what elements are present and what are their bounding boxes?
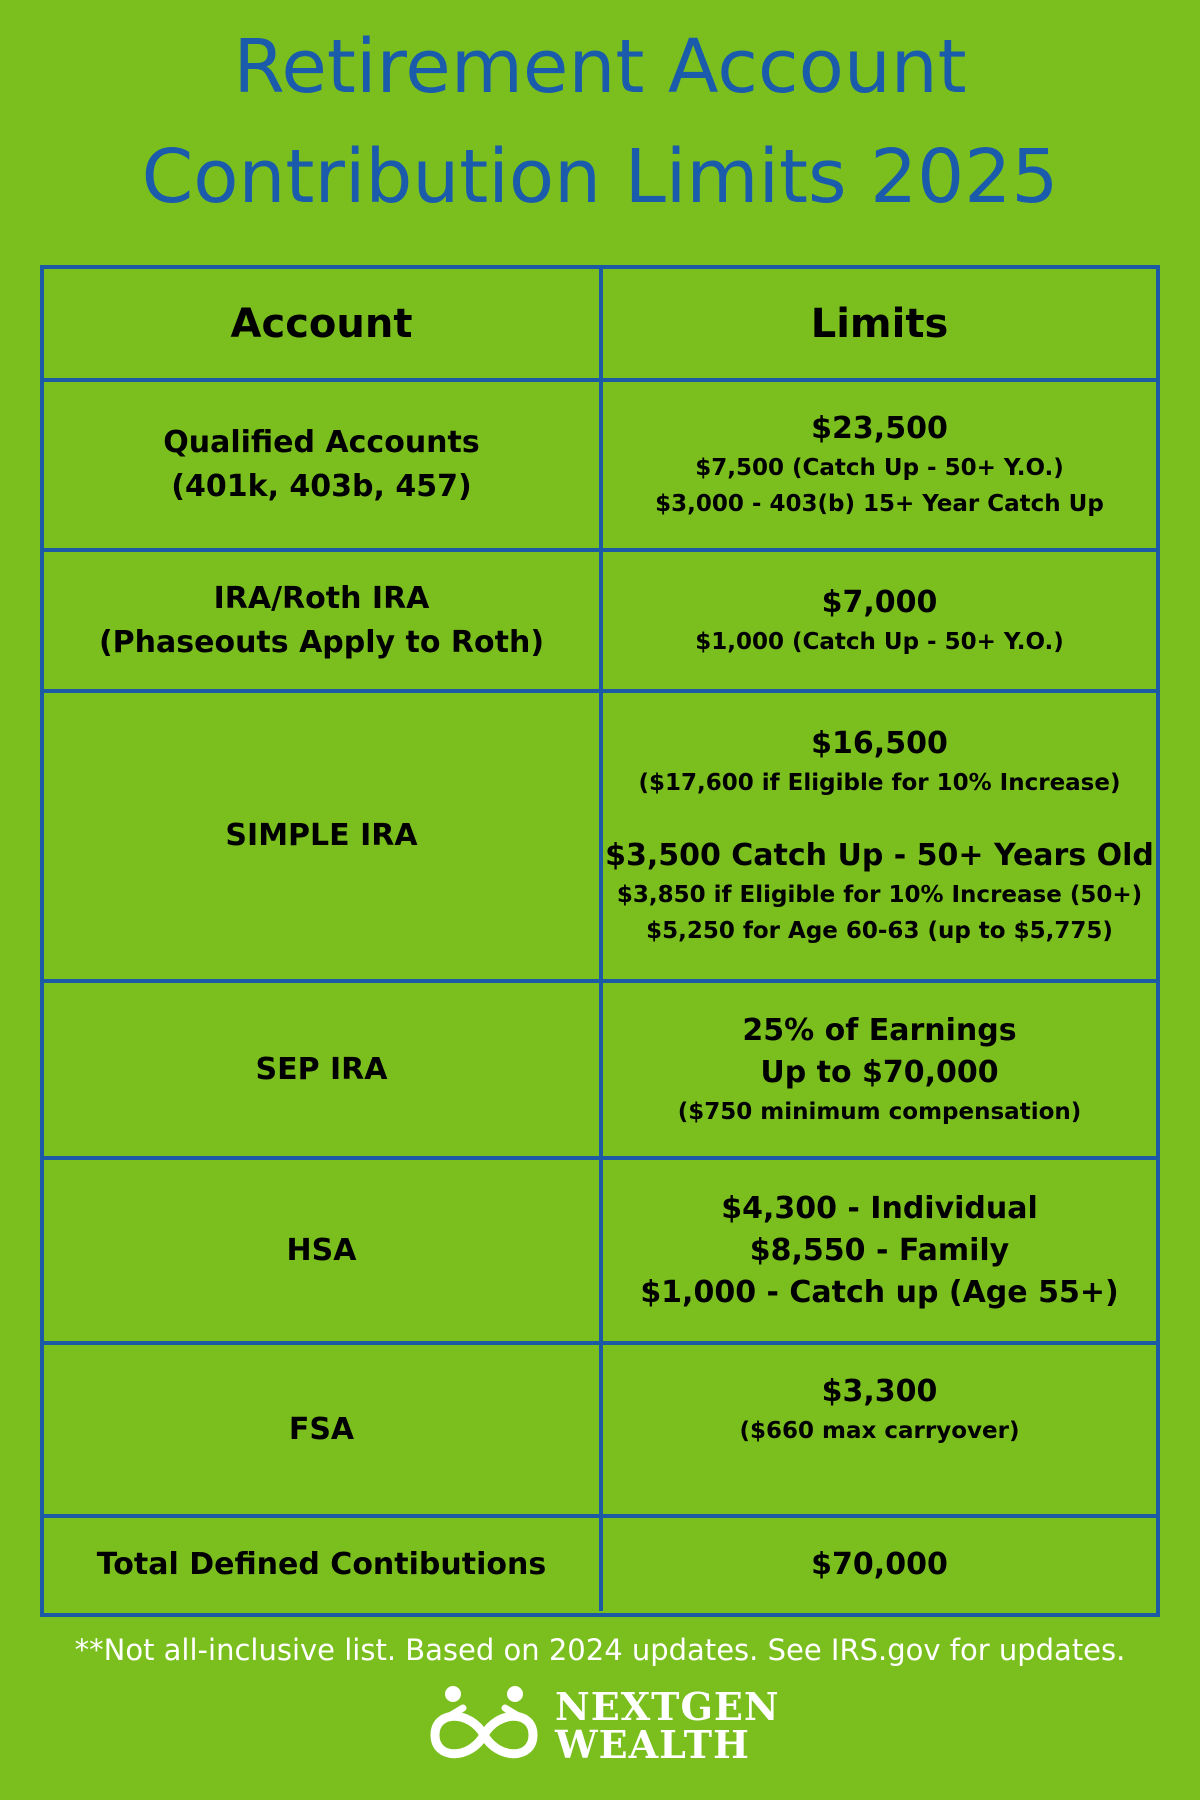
table-row-account-simple-ira: [44, 693, 603, 983]
account-name: IRA/Roth IRA: [213, 580, 430, 616]
limit-main: $1,000 - Catch up (Age 55+): [640, 1274, 1119, 1310]
limit-note: $5,250 for Age 60-63 (up to $5,775): [646, 918, 1113, 944]
table-row-limits-total: [603, 1518, 1156, 1611]
limit-note: $7,500 (Catch Up - 50+ Y.O.): [695, 455, 1064, 481]
table-row-limits-fsa: [603, 1345, 1156, 1518]
account-subtitle: (401k, 403b, 457): [171, 469, 472, 504]
table-row-account-total: [44, 1518, 603, 1611]
table-row-limits-ira: [603, 552, 1156, 693]
limit-main: $3,300: [821, 1374, 938, 1409]
limit-main: $16,500: [811, 726, 948, 761]
infinity-people-icon: [425, 1680, 545, 1780]
table-row-limits-simple-ira: [603, 693, 1156, 983]
limit-main: 25% of Earnings: [742, 1012, 1017, 1048]
table-row-limits-sep-ira: [603, 983, 1156, 1160]
account-name: Qualified Accounts: [163, 425, 480, 460]
footnote: **Not all-inclusive list. Based on 2024 updates. See IRS.gov for updates.: [74, 1633, 1126, 1667]
account-name: FSA: [288, 1411, 355, 1447]
limit-note: ($660 max carryover): [739, 1418, 1020, 1444]
limit-main: $4,300 - Individual: [721, 1190, 1038, 1226]
table-row-limits-hsa: [603, 1160, 1156, 1345]
logo-text-nextgen: NEXTGEN: [555, 1684, 780, 1729]
account-name: Total Defined Contibutions: [96, 1546, 547, 1582]
page-title-line-2: Contribution Limits 2025: [141, 134, 1059, 220]
logo-text-wealth: WEALTH: [555, 1722, 750, 1767]
header-account: Account: [44, 269, 603, 382]
page-title-line-1: Retirement Account: [233, 24, 967, 110]
table-row-limits-qualified: [603, 382, 1156, 552]
limit-note: ($17,600 if Eligible for 10% Increase): [638, 770, 1121, 796]
limit-note: $3,850 if Eligible for 10% Increase (50+): [616, 882, 1143, 908]
limit-note: ($750 minimum compensation): [677, 1098, 1082, 1125]
table-row-account-qualified: [44, 382, 603, 552]
limit-main: $7,000: [821, 584, 938, 620]
account-subtitle: (Phaseouts Apply to Roth): [98, 624, 545, 660]
account-name: HSA: [286, 1232, 357, 1268]
limit-main: $8,550 - Family: [749, 1232, 1010, 1268]
account-name: SEP IRA: [255, 1051, 388, 1087]
account-name: SIMPLE IRA: [225, 818, 418, 853]
contribution-limits-table: [40, 265, 1160, 1617]
limit-main: $23,500: [811, 411, 948, 446]
header-limits: Limits: [603, 269, 1156, 382]
limit-main: $70,000: [811, 1546, 948, 1582]
limit-main-catch-up: $3,500 Catch Up - 50+ Years Old: [605, 838, 1154, 873]
table-row-account-hsa: [44, 1160, 603, 1345]
limit-note: $3,000 - 403(b) 15+ Year Catch Up: [655, 491, 1104, 517]
table-row-account-fsa: [44, 1345, 603, 1518]
nextgen-wealth-logo: [425, 1680, 785, 1780]
table-row-account-ira: [44, 552, 603, 693]
limit-note: $1,000 (Catch Up - 50+ Y.O.): [695, 628, 1064, 655]
limit-main: Up to $70,000: [760, 1054, 999, 1090]
table-row-account-sep-ira: [44, 983, 603, 1160]
